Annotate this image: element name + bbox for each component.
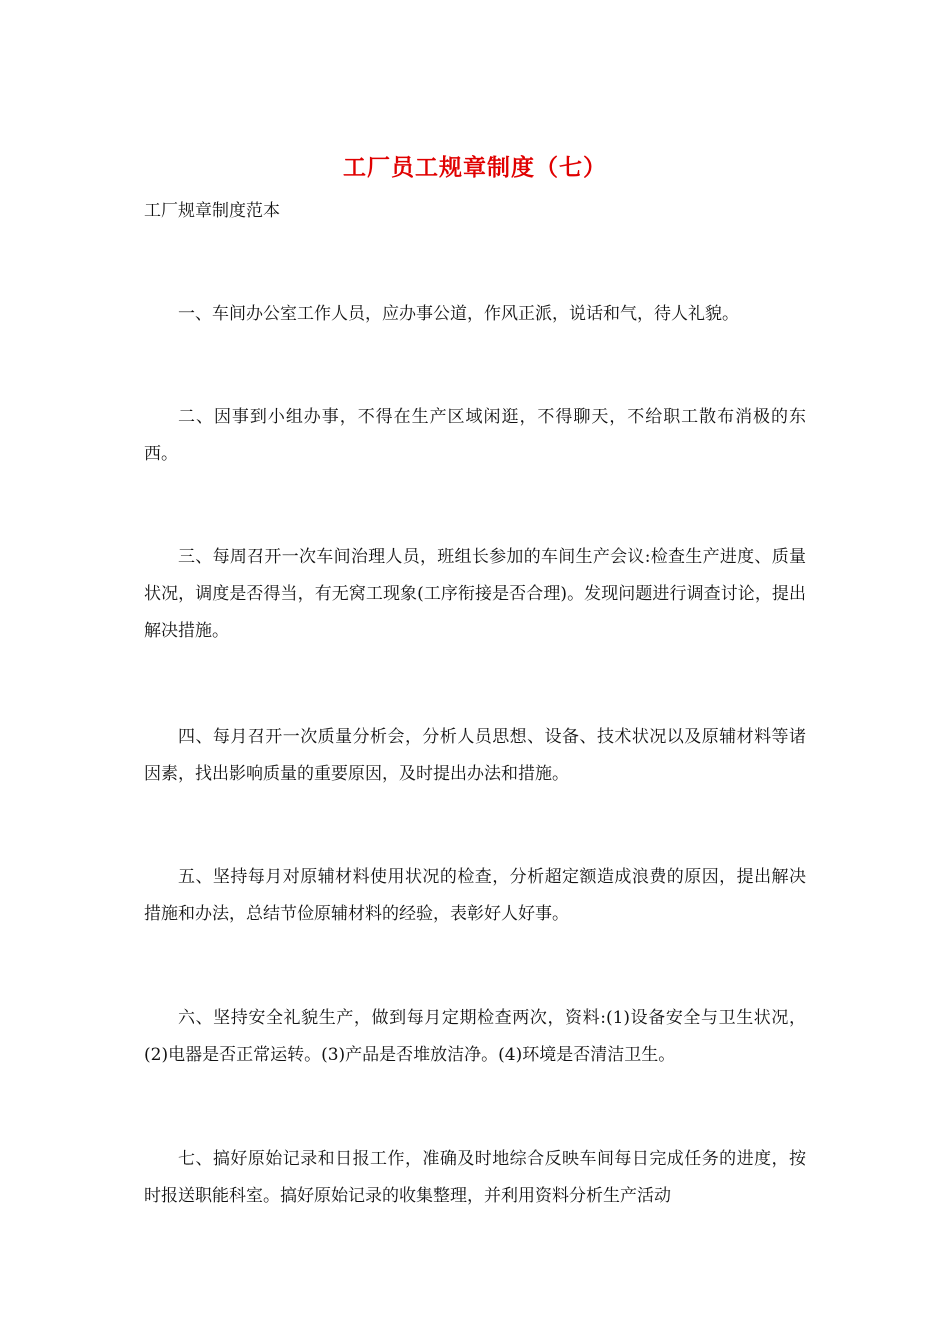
paragraph-1: 一、车间办公室工作人员，应办事公道，作风正派，说话和气，待人礼貌。 xyxy=(178,304,739,324)
paragraph-7: 七、搞好原始记录和日报工作，准确及时地综合反映车间每日完成任务的进度，按时报送职能科室。搞好原始记录的收集整理，并利用资料分析生产活动 xyxy=(144,1149,806,1206)
document-subtitle: 工厂规章制度范本 xyxy=(144,201,280,221)
paragraph-2: 二、因事到小组办事，不得在生产区域闲逛，不得聊天，不给职工散布消极的东西。 xyxy=(144,407,806,464)
paragraph-3: 三、每周召开一次车间治理人员，班组长参加的车间生产会议:检查生产进度、质量状况，调度是否得当，有无窝工现象(工序衔接是否合理)。发现问题进行调查讨论，提出解决措施。 xyxy=(144,547,806,641)
paragraph-5: 五、坚持每月对原辅材料使用状况的检查，分析超定额造成浪费的原因，提出解决措施和办法，总结节俭原辅材料的经验，表彰好人好事。 xyxy=(144,867,806,924)
paragraph-4: 四、每月召开一次质量分析会，分析人员思想、设备、技术状况以及原辅材料等诸因素，找出影响质量的重要原因，及时提出办法和措施。 xyxy=(144,727,806,784)
document-title: 工厂员工规章制度（七） xyxy=(343,154,607,181)
paragraph-6: 六、坚持安全礼貌生产，做到每月定期检查两次，资料:(1)设备安全与卫生状况，(2)电器是否正常运转。(3)产品是否堆放洁净。(4)环境是否清洁卫生。 xyxy=(144,1008,806,1065)
